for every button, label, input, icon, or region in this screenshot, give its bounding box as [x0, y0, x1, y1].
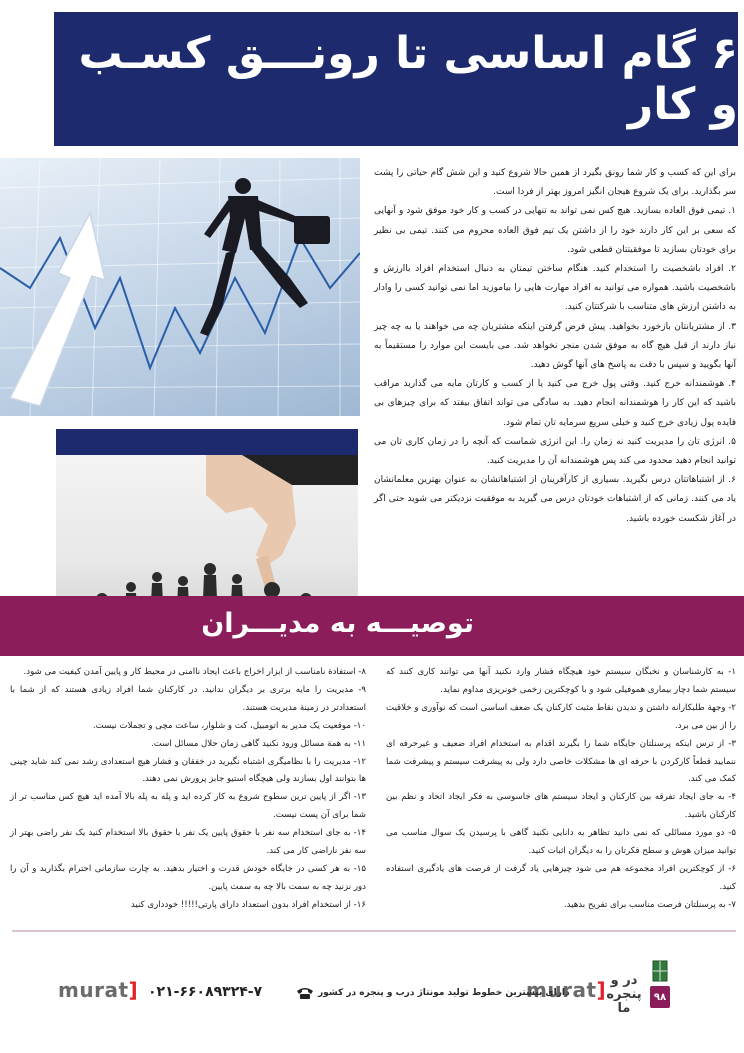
footer-divider [12, 930, 736, 932]
advice-item: ۱۱- به همة مسائل ورود نکنید گاهی زمان حلال مسائل است. [151, 738, 366, 749]
footer [0, 960, 744, 1030]
logo-text: murat [526, 978, 597, 1002]
advice-item: ۷- به پرسنلتان فرصت مناسب برای تفریح بدهید. [563, 899, 736, 910]
advice-title: توصیـــه به مدیـــران [201, 608, 474, 639]
advice-item: ۱۶- از استخدام افراد بدون استعداد دارای پارتی!!!!! خودداری کنید [130, 899, 366, 910]
magazine-brand: در و پنجره ما [606, 973, 642, 1016]
advice-banner [0, 596, 744, 656]
intro-paragraph: برای این که کسب و کار شما رونق بگیرد از همین حالا شروع کنید و این شش گام حیاتی را پشت سر بگذارید. برای یک شروع هیجان انگیز امروز بهتر از فردا است. [374, 168, 736, 198]
advice-item: ۱۳- اگر از پایین ترین سطوح شروع به کار کرده اید و پله به پله بالا آمده اید هیچ کس مناسب تر از شما برای آن پست نیست. [10, 792, 366, 821]
advice-list-right [386, 664, 736, 915]
advice-item: ۴- به جای ایجاد تفرقه بین کارکنان و ایجاد سیستم های جاسوسی به فکر ایجاد اتحاد و نظم بین کارکنان باشید. [386, 792, 736, 821]
phone-number: ۰۲۱-۶۶۰۸۹۳۲۴-۷ [148, 984, 263, 1000]
advice-item: ۶- از کوچکترین افراد مجموعه هم می شود چیزهایی یاد گرفت از فرصت های یادگیری استفاده کنید. [386, 863, 736, 892]
logo-mark: ] [596, 978, 607, 1002]
advice-item: ۲- وجهة طلبکارانه داشتن و ندیدن نقاط مثبت کارکنان یک ضعف اساسی است که نوآوری و خلاقیت را از بین می برد. [386, 702, 736, 731]
step-1: ۱. تیمی فوق العاده بسازید. هیچ کس نمی تواند به تنهایی در کسب و کار خود موفق شود و آنهایی که سعی بر این کار دارند خود را از داشتن یک تیم فوق العاده محروم می کنند. تیمی بی نظیر برای خودتان بسازید تا موفقیتتان قطعی شود. [374, 206, 736, 255]
decorative-band [56, 429, 358, 455]
tagline: دارای بیشترین خطوط تولید مونتاژ درب و پنجره در کشور [318, 988, 570, 998]
advice-item: ۸- استفادة نامناسب از ابزار اخراج باعث ایجاد ناامنی در محیط کار و پایین آمدن کیفیت می شود. [23, 667, 366, 677]
advice-item: ۱۰- موقعیت یک مدیر به اتومبیل، کت و شلوار، ساعت مچی و تجملات نیست. [92, 720, 366, 731]
window-icon [652, 960, 668, 982]
logo-mark: ] [128, 978, 139, 1002]
page-number: ۹۸ [650, 986, 670, 1008]
title-banner [54, 12, 738, 146]
step-4: ۴. هوشمندانه خرج کنید. وقتی پول خرج می کنید یا از کسب و کارتان مایه می گذارید مراقب باشید که این کار را هوشمندانه انجام دهید. به سادگی می تواند اتفاق بیفتد که برای چیزهای بی فایده پول زیادی خرج کنید و خیلی سریع سرمایه تان تمام شود. [374, 379, 736, 428]
businessman-arrow-photo [0, 158, 360, 416]
advice-item: ۵- دو مورد مسائلی که نمی دانید تظاهر به دانایی نکنید گاهی با پرسیدن یک سوال مناسب می توانید میزان هوش و سطح فکرتان را به دیگران اثبات کنید. [386, 828, 736, 857]
advice-item: ۱- به کارشناسان و نخبگان سیستم خود هیچگاه فشار وارد نکنید آنها می توانند کاری کنند که سیستم شما دچار بیماری هموفیلی شود و با کوچکترین زخمی خونریزی مداوم نماید. [386, 667, 736, 695]
advice-item: ۱۲- مدیریت را با نظامیگری اشتباه نگیرید در خفقان و فشار هیچ استعدادی رشد نمی کند شاید چینی ها بتوانند اول بسازند ولی هیچگاه استیو جابز پرورش نمی دهند. [10, 756, 366, 785]
step-5: ۵. انرژی تان را مدیریت کنید نه زمان را. این انرژی شماست که آنچه را در زمان کاری تان می توانید انجام دهید محدود می کند پس هوشمندانه آن را مدیریت کنید. [374, 436, 736, 467]
advice-item: ۱۵- به هر کسی در جایگاه خودش قدرت و اختیار بدهید. به چارت سازمانی احترام بگذارید و آن را دور نزنید چه به سمت بالا چه به سمت پایین. [10, 863, 366, 892]
advice-item: ۹- مدیریت را مایه برتری بر دیگران ندانید. در کارکنان شما افراد زیادی هستند که از شما با استعدادتر در زمینة مدیریت هستند. [10, 684, 366, 713]
page-title: ۶ گام اساسی تا رونـــق کسـب و کار [78, 28, 738, 130]
intro-article [374, 164, 736, 529]
step-2: ۲. افراد باشخصیت را استخدام کنید. هنگام ساختن تیمتان به دنبال استخدام افراد باارزش و باشخصیت باشید. همواره می توانید به افراد مهارت هایی را بیاموزید اما نمی توانید کسی را وادار به داشتن ارزش های متناسب با شرکتتان کنید. [374, 264, 736, 313]
step-3: ۳. از مشتریانتان بازخورد بخواهید. پیش فرض گرفتن اینکه مشتریان چه می خواهند یا به چه چیز نیاز دارند از قبل هیچ گاه به موفق شدن منجر نخواهد شد. می بایست این موارد را مستقیماً به آنها بگویید و سپس با دقت به پاسخ های آنها گوش دهید. [374, 321, 736, 371]
logo-text: murat [58, 978, 129, 1002]
step-6: ۶. از اشتباهاتتان درس بگیرید. بسیاری از کارآفرینان از اشتباهاتشان به عنوان بهترین معلمانشان یاد می کنند. زمانی که از اشتباهات خودتان درس می گیرید به موفقیت نزدیکتر می شوید حتی اگر در آغاز شکست خورده باشید. [374, 475, 736, 524]
murat-logo [58, 978, 138, 1002]
advice-list-left [10, 664, 366, 915]
phone-icon [296, 986, 314, 1000]
advice-item: ۳- از ترس اینکه پرسنلتان جایگاه شما را بگیرند اقدام به استخدام افراد ضعیف و غیرحرفه ای ننمایید قطعاً کارکردن با حرفه ای ها مشکلات خاصی دارد ولی به پیشرفت سیستم و پیشرفت شما کمک می کند. [386, 738, 736, 785]
advice-item: ۱۴- به جای استخدام سه نفر با حقوق پایین یک نفر با حقوق بالا استخدام کنید یک نفر راضی بهتر از سه نفر ناراضی کار می کند. [10, 828, 366, 857]
